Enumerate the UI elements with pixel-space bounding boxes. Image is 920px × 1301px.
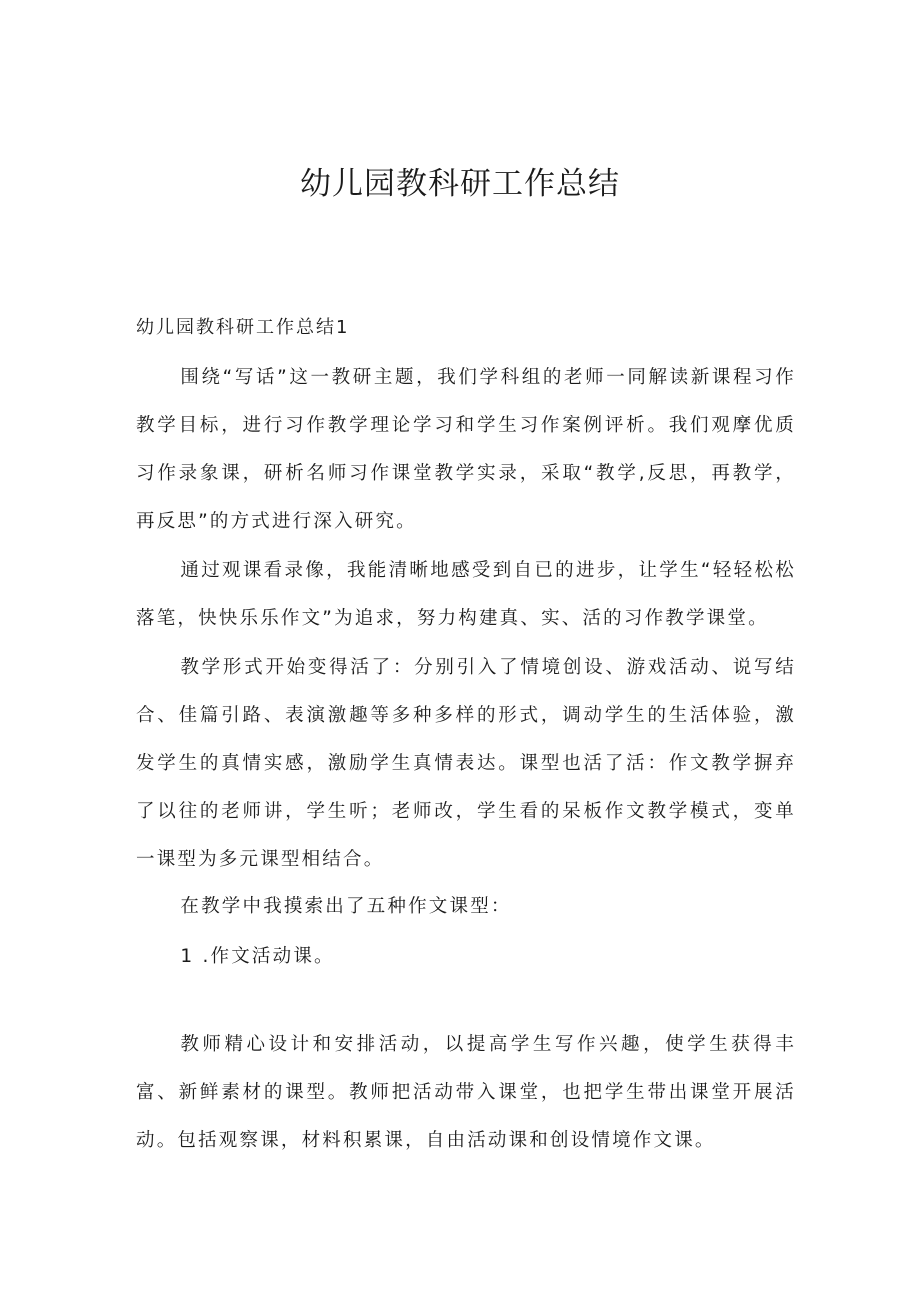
document-title: 幼儿园教科研工作总结: [300, 166, 620, 202]
paragraph-4: 在教学中我摸索出了五种作文课型：: [180, 896, 512, 917]
list-item-1: 1 .作文活动课。: [180, 946, 335, 967]
paragraph-1: 围绕“写话”这一教研主题，我们学科组的老师一同解读新课程习作教学目标，进行习作教学理论学习和学生习作案例评析。我们观摩优质习作录象课，研析名师习作课堂教学实录，采取“教学,反思，再教学，再反思”的方式进行深入研究。: [136, 367, 796, 532]
paragraph-2: 通过观课看录像，我能清晰地感受到自已的进步，让学生“轻轻松松落笔，快快乐乐作文”为追求，努力构建真、实、活的习作教学课堂。: [136, 560, 796, 629]
paragraph-5: 教师精心设计和安排活动，以提高学生写作兴趣，使学生获得丰富、新鲜素材的课型。教师把活动带入课堂，也把学生带出课堂开展活动。包括观察课，材料积累课，自由活动课和创设情境作文课。: [136, 1034, 796, 1151]
paragraph-3: 教学形式开始变得活了：分别引入了情境创设、游戏活动、说写结合、佳篇引路、表演激趣等多种多样的形式，调动学生的生活体验，激发学生的真情实感，激励学生真情表达。课型也活了活：作文教学摒弃了以往的老师讲，学生听；老师改，学生看的呆板作文教学模式，变单一课型为多元课型相结合。: [136, 657, 796, 870]
section-heading: 幼儿园教科研工作总结1: [136, 317, 350, 338]
